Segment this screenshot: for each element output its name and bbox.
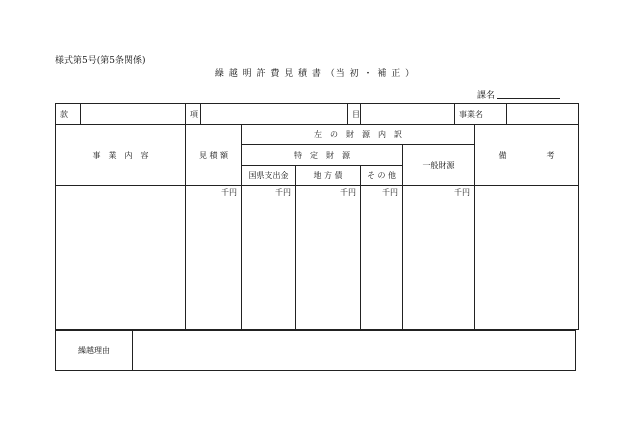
other-revenue-header: そ の 他 <box>361 166 403 186</box>
content-header: 事 業 内 容 <box>56 125 186 186</box>
estimate-field[interactable] <box>186 186 242 330</box>
kan-label: 款 <box>56 104 81 125</box>
content-field[interactable] <box>56 186 186 330</box>
local-bond-header: 地 方 債 <box>296 166 361 186</box>
form-title: 繰 越 明 許 費 見 積 書 （当 初 ・ 補 正 ） <box>214 69 416 79</box>
kou-label: 項 <box>186 104 201 125</box>
budget-classification-row <box>56 104 579 125</box>
carryover-reason-label: 繰越理由 <box>56 331 133 371</box>
entry-row <box>56 186 579 330</box>
moku-label: 目 <box>348 104 361 125</box>
specific-revenue-header: 特 定 財 源 <box>242 145 403 166</box>
carryover-reason-field[interactable] <box>133 331 576 371</box>
form-number: 様式第5号(第5条関係) <box>55 56 146 66</box>
kou-field[interactable] <box>201 104 348 125</box>
local-bond-unit: 千円 <box>340 188 356 197</box>
notes-header: 備 考 <box>475 125 579 186</box>
section-name-field[interactable] <box>497 98 560 99</box>
project-name-field[interactable] <box>507 104 579 125</box>
estimate-table <box>55 103 579 330</box>
other-revenue-unit: 千円 <box>382 188 398 197</box>
project-name-label: 事業名 <box>455 104 507 125</box>
section-name-label: 課名 <box>477 91 496 101</box>
breakdown-header: 左 の 財 源 内 訳 <box>242 125 475 145</box>
notes-field[interactable] <box>475 186 579 330</box>
moku-field[interactable] <box>361 104 455 125</box>
other-revenue-field[interactable] <box>361 186 403 330</box>
general-revenue-field[interactable] <box>403 186 475 330</box>
national-prefectural-header: 国県支出金 <box>242 166 296 186</box>
general-revenue-header: 一般財源 <box>403 145 475 186</box>
kan-field[interactable] <box>81 104 186 125</box>
carryover-reason-table <box>55 330 576 371</box>
general-revenue-unit: 千円 <box>454 188 470 197</box>
local-bond-field[interactable] <box>296 186 361 330</box>
estimate-unit: 千円 <box>221 188 237 197</box>
national-prefectural-unit: 千円 <box>275 188 291 197</box>
national-prefectural-field[interactable] <box>242 186 296 330</box>
estimate-header: 見 積 額 <box>186 125 242 186</box>
